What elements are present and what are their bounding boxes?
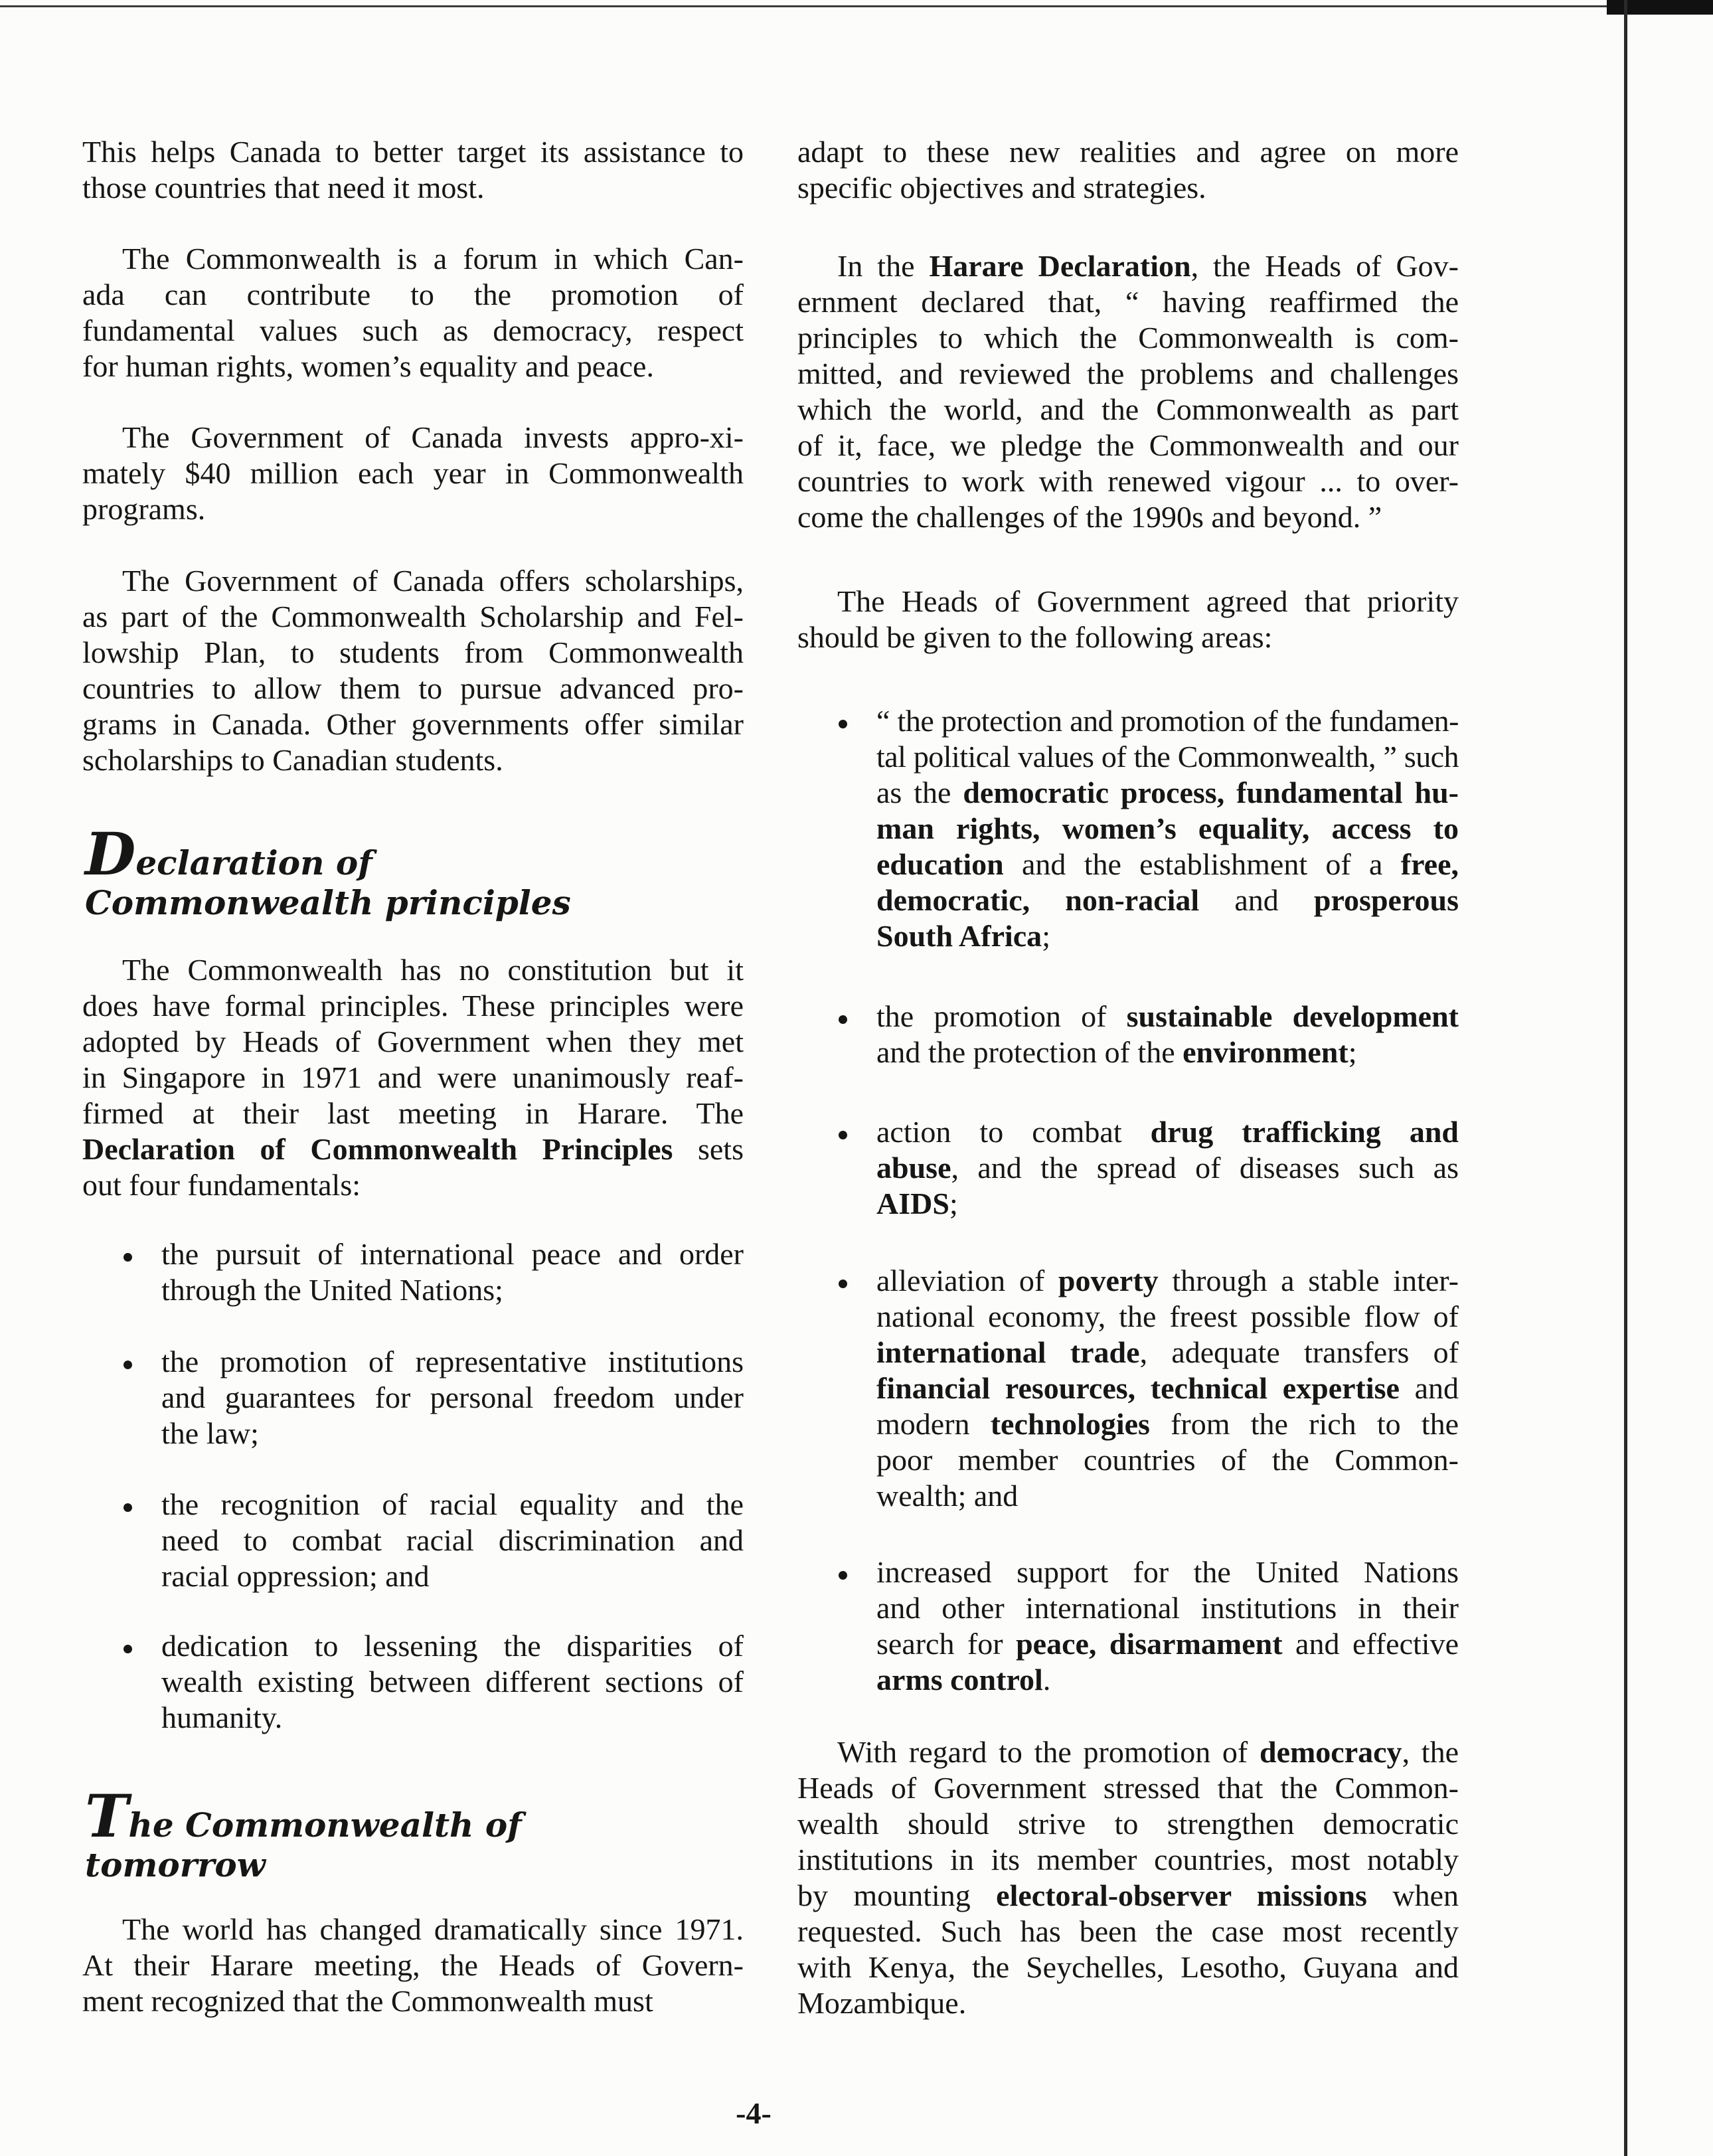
text-run: This helps Canada to better target its assistance to <box>82 135 744 169</box>
text-run: of it, face, we pledge the Commonwealth and our <box>797 428 1459 462</box>
text-line <box>797 584 1459 620</box>
text-line <box>876 1035 1459 1070</box>
text-line <box>876 882 1459 918</box>
bullet-marker <box>123 1503 132 1512</box>
text-run: countries to work with renewed vigour ... to over- <box>797 464 1459 498</box>
text-run: modern <box>876 1407 991 1441</box>
text-line <box>82 671 744 706</box>
text-run: he Commonwealth of <box>128 1805 522 1845</box>
text-run: alleviation of <box>876 1264 1058 1297</box>
text-run: Heads of Government stressed that the Common- <box>797 1771 1459 1805</box>
bullet-text <box>161 1487 744 1594</box>
text-line <box>82 170 744 206</box>
text-run: from the rich to the <box>1149 1407 1459 1441</box>
text-line <box>82 241 744 277</box>
text-line <box>876 918 1459 954</box>
bold-text: technologies <box>990 1407 1150 1441</box>
text-line <box>876 999 1459 1035</box>
text-line <box>876 775 1459 811</box>
text-line <box>82 988 744 1024</box>
text-line <box>82 635 744 671</box>
text-run: requested. Such has been the case most recently <box>797 1914 1459 1948</box>
text-line <box>161 1487 744 1523</box>
bold-text: Harare Declaration <box>929 249 1191 283</box>
text-line <box>797 463 1459 499</box>
text-run: out four fundamentals: <box>82 1168 361 1202</box>
text-run: which the world, and the Commonwealth as part <box>797 392 1459 426</box>
text-run: countries to allow them to pursue advanced pro- <box>82 671 744 705</box>
text-run: the law; <box>161 1416 259 1450</box>
text-line <box>82 1983 744 2019</box>
text-line <box>161 1236 744 1272</box>
text-run: and the establishment of a <box>1003 847 1401 881</box>
text-line <box>797 1842 1459 1878</box>
text-line <box>161 1523 744 1558</box>
paragraph <box>82 563 744 778</box>
heading-line <box>82 883 744 923</box>
scan-edge-right <box>1624 0 1627 2156</box>
text-run: action to combat <box>876 1115 1151 1149</box>
text-line <box>797 170 1459 206</box>
text-line <box>161 1416 744 1451</box>
paragraph <box>82 952 744 1203</box>
text-run: The Heads of Government agreed that priority <box>837 584 1459 618</box>
bold-text: democratic process, fundamental hu- <box>963 776 1459 809</box>
text-run: racial oppression; and <box>161 1559 430 1593</box>
text-run: sets <box>673 1132 744 1166</box>
text-line <box>82 491 744 527</box>
bold-text: free, <box>1400 847 1459 881</box>
text-line <box>876 1662 1459 1698</box>
text-line <box>876 1370 1459 1406</box>
text-line <box>797 1770 1459 1806</box>
text-run: mitted, and reviewed the problems and challenges <box>797 357 1459 390</box>
text-run: adopted by Heads of Government when they met <box>82 1025 744 1058</box>
text-run: through a stable inter- <box>1158 1264 1459 1297</box>
text-run: poor member countries of the Common- <box>876 1443 1459 1477</box>
text-run: and the protection of the <box>876 1035 1183 1069</box>
text-run: ernment declared that, “ having reaffirmed the <box>797 285 1459 319</box>
text-line <box>876 1335 1459 1370</box>
text-run: programs. <box>82 492 206 526</box>
text-line <box>82 952 744 988</box>
text-run: ; <box>1348 1035 1357 1069</box>
bold-text: electoral-observer missions <box>996 1878 1367 1912</box>
text-run: firmed at their last meeting in Harare. The <box>82 1096 744 1130</box>
text-line <box>876 703 1459 739</box>
text-run: lowship Plan, to students from Commonwealth <box>82 635 744 669</box>
text-line <box>876 847 1459 882</box>
heading-line <box>82 819 744 888</box>
text-run: eclaration of <box>135 843 372 882</box>
text-run: scholarships to Canadian students. <box>82 743 503 777</box>
text-run: tomorrow <box>85 1845 266 1884</box>
text-line <box>82 134 744 170</box>
text-line <box>876 1114 1459 1150</box>
text-line <box>82 1167 744 1203</box>
heading-initial: T <box>85 1782 129 1851</box>
text-run: The Government of Canada invests appro-xi- <box>122 420 744 454</box>
text-run: in Singapore in 1971 and were unanimously reaf- <box>82 1060 744 1094</box>
text-line <box>876 1554 1459 1590</box>
bullet-text <box>876 999 1459 1070</box>
paragraph <box>82 241 744 384</box>
text-run: with Kenya, the Seychelles, Lesotho, Guyana and <box>797 1950 1459 1984</box>
text-run: The Commonwealth is a forum in which Can- <box>122 242 744 276</box>
paragraph <box>797 248 1459 535</box>
text-line <box>161 1380 744 1416</box>
bold-text: financial resources, technical expertise <box>876 1371 1400 1405</box>
text-run: fundamental values such as democracy, respect <box>82 313 744 347</box>
text-line <box>797 284 1459 320</box>
text-run: the promotion of <box>876 999 1127 1033</box>
text-run: as part of the Commonwealth Scholarship and Fel- <box>82 600 744 633</box>
text-run: through the United Nations; <box>161 1273 503 1307</box>
bullet-text <box>161 1344 744 1451</box>
text-run: for human rights, women’s equality and peace. <box>82 349 654 383</box>
bold-text: AIDS <box>876 1187 949 1220</box>
bullet-text <box>876 703 1459 954</box>
text-line <box>876 1263 1459 1299</box>
text-run: national economy, the freest possible flow of <box>876 1299 1459 1333</box>
text-line <box>161 1558 744 1594</box>
text-run: the promotion of representative institutions <box>161 1345 744 1378</box>
text-line <box>82 1060 744 1096</box>
text-run: wealth; and <box>876 1479 1019 1513</box>
text-line <box>82 1024 744 1060</box>
text-line <box>797 1985 1459 2021</box>
bold-text: drug trafficking and <box>1150 1115 1459 1149</box>
text-run: wealth should strive to strengthen democratic <box>797 1807 1459 1841</box>
text-line <box>876 1626 1459 1662</box>
text-run: increased support for the United Nations <box>876 1555 1459 1589</box>
bullet-text <box>876 1263 1459 1514</box>
text-line <box>82 456 744 491</box>
section-heading <box>82 1782 744 1885</box>
bold-text: man rights, women’s equality, access to <box>876 811 1459 845</box>
text-line <box>876 1590 1459 1626</box>
text-line <box>82 599 744 635</box>
text-run: and <box>1399 1371 1459 1405</box>
text-line <box>797 1878 1459 1914</box>
text-run: The world has changed dramatically since 1971. <box>122 1912 744 1946</box>
bold-text: abuse <box>876 1151 951 1185</box>
bold-text: international trade <box>876 1335 1140 1369</box>
text-run: need to combat racial discrimination and <box>161 1523 744 1557</box>
bold-text: peace, disarmament <box>1016 1627 1283 1661</box>
text-run: Commonwealth principles <box>85 883 571 922</box>
text-run: adapt to these new realities and agree on more <box>797 135 1459 169</box>
bold-text: democracy <box>1259 1735 1402 1769</box>
text-line <box>876 739 1459 775</box>
text-line <box>797 134 1459 170</box>
text-run: should be given to the following areas: <box>797 620 1273 654</box>
text-run: mately $40 million each year in Commonwealth <box>82 456 744 490</box>
text-line <box>797 320 1459 356</box>
bullet-marker <box>839 1280 847 1288</box>
heading-line <box>82 1782 744 1851</box>
text-line <box>797 356 1459 392</box>
paragraph <box>82 420 744 527</box>
text-run: and effective <box>1282 1627 1459 1661</box>
text-run: tal political values of the Commonwealth, ” such <box>876 740 1459 774</box>
bullet-marker <box>123 1645 132 1653</box>
bold-text: prosperous <box>1313 883 1459 917</box>
text-run: . <box>1042 1663 1051 1697</box>
text-run: With regard to the promotion of <box>837 1735 1260 1769</box>
text-line <box>876 1299 1459 1335</box>
text-run: by mounting <box>797 1878 997 1912</box>
text-line <box>797 1806 1459 1842</box>
text-line <box>82 1096 744 1131</box>
text-run: In the <box>837 249 930 283</box>
text-line <box>82 277 744 313</box>
bold-text: sustainable development <box>1126 999 1459 1033</box>
text-line <box>161 1700 744 1736</box>
text-line <box>82 1948 744 1983</box>
bullet-marker <box>123 1361 132 1369</box>
text-run: as the <box>876 776 963 809</box>
text-run: Mozambique. <box>797 1986 967 2020</box>
bold-text: South Africa <box>876 919 1042 953</box>
text-run: institutions in its member countries, most notably <box>797 1843 1459 1876</box>
text-line <box>876 1186 1459 1222</box>
bullet-text <box>876 1114 1459 1222</box>
text-run: , the Heads of Gov- <box>1190 249 1459 283</box>
heading-line <box>82 1845 744 1885</box>
section-heading <box>82 819 744 923</box>
text-line <box>876 1150 1459 1186</box>
text-line <box>82 563 744 599</box>
text-run: principles to which the Commonwealth is com- <box>797 321 1459 355</box>
text-line <box>797 1914 1459 1949</box>
bullet-text <box>161 1628 744 1736</box>
paragraph <box>797 1734 1459 2021</box>
text-run: and <box>1199 883 1314 917</box>
bullet-marker <box>839 720 847 728</box>
text-line <box>876 1406 1459 1442</box>
text-run: , and the spread of diseases such as <box>951 1151 1459 1185</box>
bold-text: education <box>876 847 1004 881</box>
text-run: “ the protection and promotion of the fundamen- <box>876 704 1459 738</box>
bullet-marker <box>123 1253 132 1262</box>
text-run: and other international institutions in their <box>876 1591 1459 1625</box>
text-line <box>82 420 744 456</box>
text-line <box>82 1912 744 1948</box>
text-line <box>82 742 744 778</box>
text-run: ment recognized that the Commonwealth must <box>82 1984 653 2018</box>
bullet-text <box>876 1554 1459 1698</box>
scan-edge-corner <box>1607 0 1713 15</box>
text-line <box>82 1131 744 1167</box>
text-run: when <box>1366 1878 1459 1912</box>
text-run: The Commonwealth has no constitution but it <box>122 953 744 987</box>
text-run: and guarantees for personal freedom under <box>161 1380 744 1414</box>
text-run: ; <box>1042 919 1050 953</box>
text-line <box>82 706 744 742</box>
text-line <box>876 1442 1459 1478</box>
bullet-marker <box>839 1015 847 1024</box>
text-run: search for <box>876 1627 1017 1661</box>
page-number: -4- <box>736 2096 772 2130</box>
text-line <box>161 1272 744 1308</box>
text-line <box>797 428 1459 463</box>
text-run: does have formal principles. These principles were <box>82 989 744 1023</box>
text-line <box>161 1628 744 1664</box>
text-run: humanity. <box>161 1700 283 1734</box>
paragraph <box>82 134 744 206</box>
bold-text: poverty <box>1058 1264 1159 1297</box>
bold-text: arms control <box>876 1663 1043 1697</box>
text-run: ; <box>949 1187 958 1220</box>
text-run: those countries that need it most. <box>82 171 485 205</box>
text-line <box>797 620 1459 655</box>
text-line <box>797 1734 1459 1770</box>
bold-text: democratic, non-racial <box>876 883 1200 917</box>
bold-text: environment <box>1183 1035 1348 1069</box>
text-run: The Government of Canada offers scholarships, <box>122 564 744 598</box>
text-line <box>876 1478 1459 1514</box>
bold-text: Declaration of Commonwealth Principles <box>82 1132 673 1166</box>
paragraph <box>82 1912 744 2019</box>
text-run: dedication to lessening the disparities of <box>161 1629 744 1663</box>
paragraph <box>797 134 1459 206</box>
bullet-text <box>161 1236 744 1308</box>
text-run: ada can contribute to the promotion of <box>82 278 744 311</box>
bullet-marker <box>839 1131 847 1139</box>
text-line <box>797 1949 1459 1985</box>
scan-edge-top <box>0 5 1620 7</box>
paragraph <box>797 584 1459 655</box>
text-run: grams in Canada. Other governments offer similar <box>82 707 744 741</box>
text-run: wealth existing between different sections of <box>161 1665 744 1699</box>
text-run: , adequate transfers of <box>1139 1335 1459 1369</box>
text-run: , the <box>1402 1735 1459 1769</box>
text-line <box>161 1664 744 1700</box>
text-line <box>161 1344 744 1380</box>
text-run: At their Harare meeting, the Heads of Govern- <box>82 1948 744 1982</box>
text-line <box>797 248 1459 284</box>
text-run: specific objectives and strategies. <box>797 171 1206 205</box>
bullet-marker <box>839 1571 847 1580</box>
text-line <box>876 811 1459 847</box>
text-run: the pursuit of international peace and order <box>161 1237 744 1271</box>
text-line <box>82 313 744 349</box>
text-line <box>797 392 1459 428</box>
text-run: the recognition of racial equality and the <box>161 1487 744 1521</box>
text-line <box>82 349 744 384</box>
heading-initial: D <box>85 819 136 888</box>
text-run: come the challenges of the 1990s and beyond. ” <box>797 500 1382 534</box>
text-line <box>797 499 1459 535</box>
